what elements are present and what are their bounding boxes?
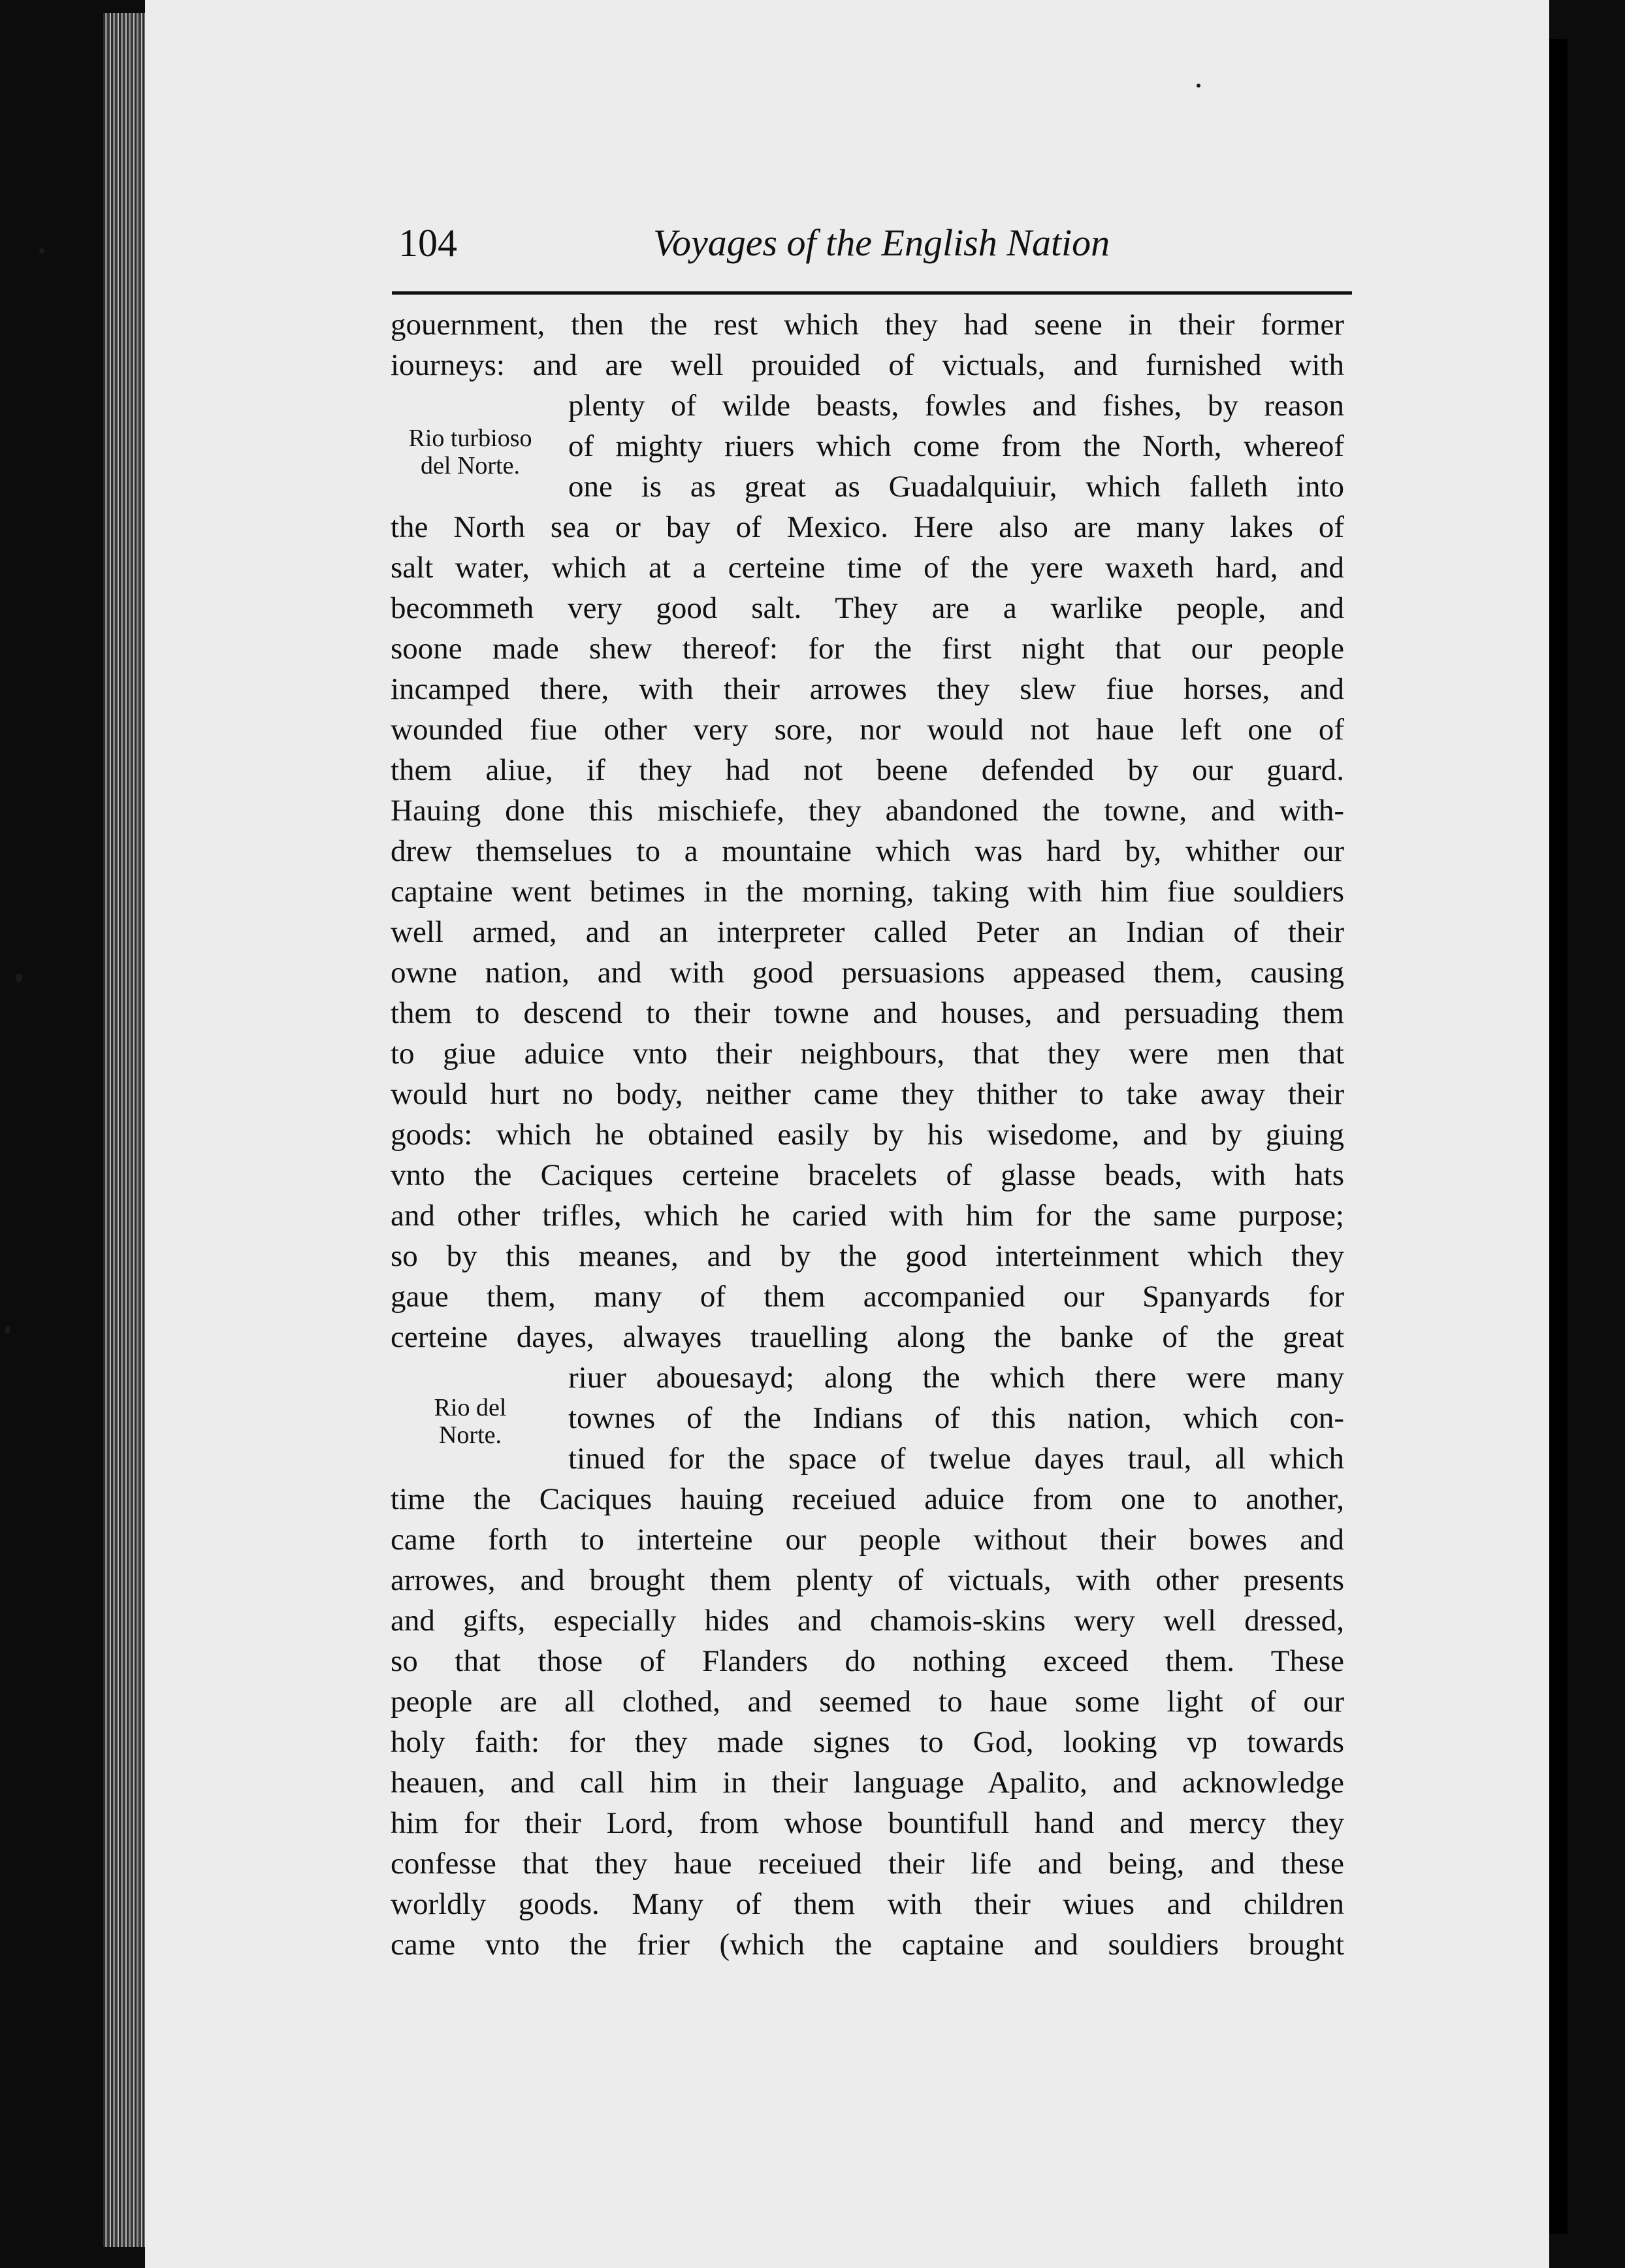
page-edge-shadow [1549, 39, 1568, 2234]
text-line: certeine dayes, alwayes trauelling along the banke of the great [391, 1320, 1344, 1354]
text-line: so that those of Flanders do nothing exceed them. These [391, 1644, 1344, 1678]
sidenote-line: Norte. [438, 1421, 502, 1449]
text-line: gaue them, many of them accompanied our Spanyards for [391, 1280, 1344, 1314]
sidenote-line: Rio turbioso [408, 425, 532, 452]
text-line: one is as great as Guadalquiuir, which falleth into [568, 470, 1344, 504]
text-line: becommeth very good salt. They are a warlike people, and [391, 591, 1344, 625]
text-line: holy faith: for they made signes to God, looking vp towards [391, 1725, 1344, 1759]
scan-speck [39, 248, 44, 253]
text-line: townes of the Indians of this nation, which con- [568, 1401, 1344, 1435]
text-line: salt water, which at a certeine time of the yere waxeth hard, and [391, 551, 1344, 585]
text-line: the North sea or bay of Mexico. Here also are many lakes of [391, 510, 1344, 544]
text-line: captaine went betimes in the morning, taking with him fiue souldiers [391, 875, 1344, 909]
text-line: riuer abouesayd; along the which there were many [568, 1361, 1344, 1395]
text-line: drew themselues to a mountaine which was hard by, whither our [391, 834, 1344, 868]
text-line: people are all clothed, and seemed to haue some light of our [391, 1685, 1344, 1719]
scan-speck [16, 973, 22, 982]
text-line: plenty of wilde beasts, fowles and fishes, by reason [568, 389, 1344, 423]
text-line: vnto the Caciques certeine bracelets of glasse beads, with hats [391, 1158, 1344, 1192]
text-line: him for their Lord, from whose bountifull hand and mercy they [391, 1806, 1344, 1840]
text-line: wounded fiue other very sore, nor would not haue left one of [391, 713, 1344, 747]
scan-speck [5, 1326, 10, 1334]
text-line: arrowes, and brought them plenty of victuals, with other presents [391, 1563, 1344, 1597]
text-line: gouernment, then the rest which they had seene in their former [391, 308, 1344, 342]
text-line: of mighty riuers which come from the North, whereof [568, 429, 1344, 463]
page-header [0, 221, 1625, 273]
book-binding [103, 13, 145, 2247]
text-line: goods: which he obtained easily by his wisedome, and by giuing [391, 1118, 1344, 1152]
header-rule [392, 291, 1352, 295]
text-line: worldly goods. Many of them with their wiues and children [391, 1887, 1344, 1921]
text-line: well armed, and an interpreter called Peter an Indian of their [391, 915, 1344, 949]
text-line: came vnto the frier (which the captaine and souldiers brought [391, 1928, 1344, 1962]
text-line: so by this meanes, and by the good interteinment which they [391, 1239, 1344, 1273]
text-line: to giue aduice vnto their neighbours, that they were men that [391, 1037, 1344, 1071]
text-line: and gifts, especially hides and chamois-skins wery well dressed, [391, 1604, 1344, 1638]
text-line: would hurt no body, neither came they thither to take away their [391, 1077, 1344, 1111]
text-line: them to descend to their towne and houses, and persuading them [391, 996, 1344, 1030]
sidenote-line: Rio del [434, 1394, 507, 1421]
text-line: tinued for the space of twelue dayes traul, all which [568, 1442, 1344, 1476]
text-line: came forth to interteine our people without their bowes and [391, 1523, 1344, 1557]
text-line: heauen, and call him in their language Apalito, and acknowledge [391, 1766, 1344, 1800]
text-line: iourneys: and are well prouided of victuals, and furnished with [391, 348, 1344, 382]
running-title: Voyages of the English Nation [653, 221, 1110, 264]
text-line: them aliue, if they had not beene defended by our guard. [391, 753, 1344, 787]
body-text [391, 304, 1344, 1965]
sidenote-line: del Norte. [421, 452, 520, 479]
text-line: time the Caciques hauing receiued aduice from one to another, [391, 1482, 1344, 1516]
page-number: 104 [398, 221, 457, 265]
text-line: incamped there, with their arrowes they slew fiue horses, and [391, 672, 1344, 706]
scan-speck [1197, 84, 1200, 88]
text-line: Hauing done this mischiefe, they abandoned the towne, and with- [391, 794, 1344, 828]
text-line: soone made shew thereof: for the first night that our people [391, 632, 1344, 666]
text-line: owne nation, and with good persuasions appeased them, causing [391, 956, 1344, 990]
text-line: and other trifles, which he caried with him for the same purpose; [391, 1199, 1344, 1233]
text-line: confesse that they haue receiued their life and being, and these [391, 1847, 1344, 1881]
